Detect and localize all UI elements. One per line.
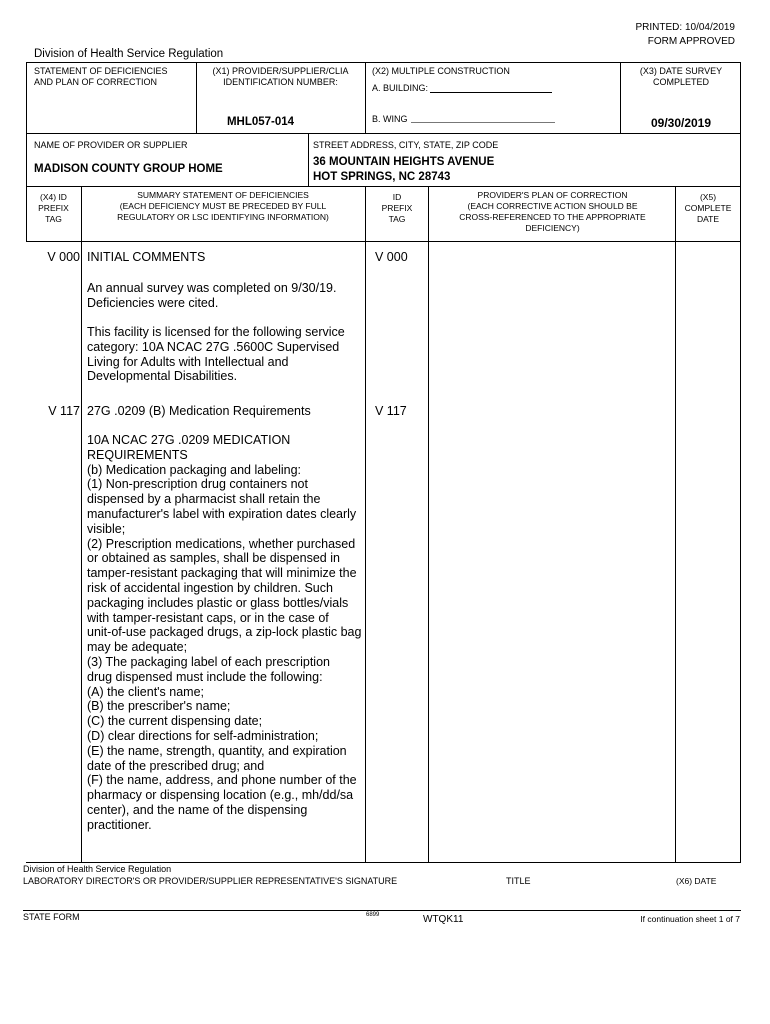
tag-v000: V 000 bbox=[47, 250, 80, 264]
agency-title: Division of Health Service Regulation bbox=[34, 48, 224, 60]
state-form-label: STATE FORM bbox=[23, 912, 80, 922]
title-label: TITLE bbox=[506, 876, 531, 886]
address-label: STREET ADDRESS, CITY, STATE, ZIP CODE bbox=[313, 140, 499, 150]
x3-label: (X3) DATE SURVEY COMPLETED bbox=[639, 66, 723, 87]
tag-v117: V 117 bbox=[48, 404, 80, 418]
form-code: WTQK11 bbox=[423, 914, 464, 925]
v117-title: 27G .0209 (B) Medication Requirements bbox=[87, 404, 311, 418]
id-v117: V 117 bbox=[375, 404, 407, 418]
address-line1: 36 MOUNTAIN HEIGHTS AVENUE bbox=[313, 156, 495, 168]
provider-name-label: NAME OF PROVIDER OR SUPPLIER bbox=[34, 140, 188, 150]
continuation-sheet: If continuation sheet 1 of 7 bbox=[640, 914, 740, 924]
footer-agency: Division of Health Service Regulation bbox=[23, 864, 172, 874]
form-approved: FORM APPROVED bbox=[647, 36, 735, 47]
x1-label: (X1) PROVIDER/SUPPLIER/CLIA IDENTIFICATION NUMBER: bbox=[212, 66, 349, 87]
x2-label: (X2) MULTIPLE CONSTRUCTION bbox=[372, 66, 510, 76]
col-x5-header: (X5) COMPLETE DATE bbox=[684, 192, 732, 224]
paragraph-survey: An annual survey was completed on 9/30/19. Deficiencies were cited. bbox=[87, 281, 337, 310]
x6-date-label: (X6) DATE bbox=[676, 876, 717, 886]
id-v000: V 000 bbox=[375, 250, 408, 264]
paragraph-license: This facility is licensed for the following service category: 10A NCAC 27G .5600C Supervised Living for Adults with Intellectual and Developmental Disabilities. bbox=[87, 325, 345, 384]
provider-name: MADISON COUNTY GROUP HOME bbox=[34, 163, 223, 175]
paragraph-regulation: 10A NCAC 27G .0209 MEDICATION REQUIREMENTS (b) Medication packaging and labeling: (1) Non-prescription drug containers not dispensed by a pharmacist shall retain the manufacturer's label with expiration dates clearly visible; (2) Prescription medications, whether purchased or obtained as samples, shall be dispensed in tamper-resistant packaging that will minimize the risk of accidental ingestion by children. Such packaging includes plastic or glass bottles/vials with tamper-resistant caps, or in the case of unit-of-use packaged drugs, a zip-lock plastic bag may be adequate; (3) The packaging label of each prescription drug dispensed must include the following: (A) the client's name; (B) the prescriber's name; (C) the current dispensing date; (D) clear directions for self-administration; (E) the name, strength, quantity, and expiration date of the prescribed drug; and (F) the name, address, and phone number of the pharmacy or dispensing location (e.g., mh/dd/sa center), and the name of the dispensing practitioner. bbox=[87, 433, 362, 832]
col-plan-header: PROVIDER'S PLAN OF CORRECTION (EACH CORRECTIVE ACTION SHOULD BE CROSS-REFERENCED TO THE APPROPRIATE DEFICIENCY) bbox=[459, 190, 646, 233]
col-id-header: ID PREFIX TAG bbox=[381, 192, 413, 224]
x1-value: MHL057-014 bbox=[226, 116, 295, 128]
signature-label: LABORATORY DIRECTOR'S OR PROVIDER/SUPPLIER REPRESENTATIVE'S SIGNATURE bbox=[23, 876, 398, 886]
statement-label: STATEMENT OF DEFICIENCIES AND PLAN OF CORRECTION bbox=[34, 66, 168, 87]
x2-wing: B. WING bbox=[372, 114, 408, 124]
x2-building: A. BUILDING: bbox=[372, 83, 429, 93]
address-line2: HOT SPRINGS, NC 28743 bbox=[313, 171, 451, 183]
printed-date: PRINTED: 10/04/2019 bbox=[635, 22, 735, 33]
x3-value: 09/30/2019 bbox=[650, 116, 712, 130]
v000-title: INITIAL COMMENTS bbox=[87, 250, 206, 264]
col-summary-header: SUMMARY STATEMENT OF DEFICIENCIES (EACH DEFICIENCY MUST BE PRECEDED BY FULL REGULATORY OR LSC IDENTIFYING INFORMATION) bbox=[117, 190, 329, 222]
col-x4-header: (X4) ID PREFIX TAG bbox=[38, 192, 69, 224]
form-number: 6899 bbox=[366, 912, 380, 918]
